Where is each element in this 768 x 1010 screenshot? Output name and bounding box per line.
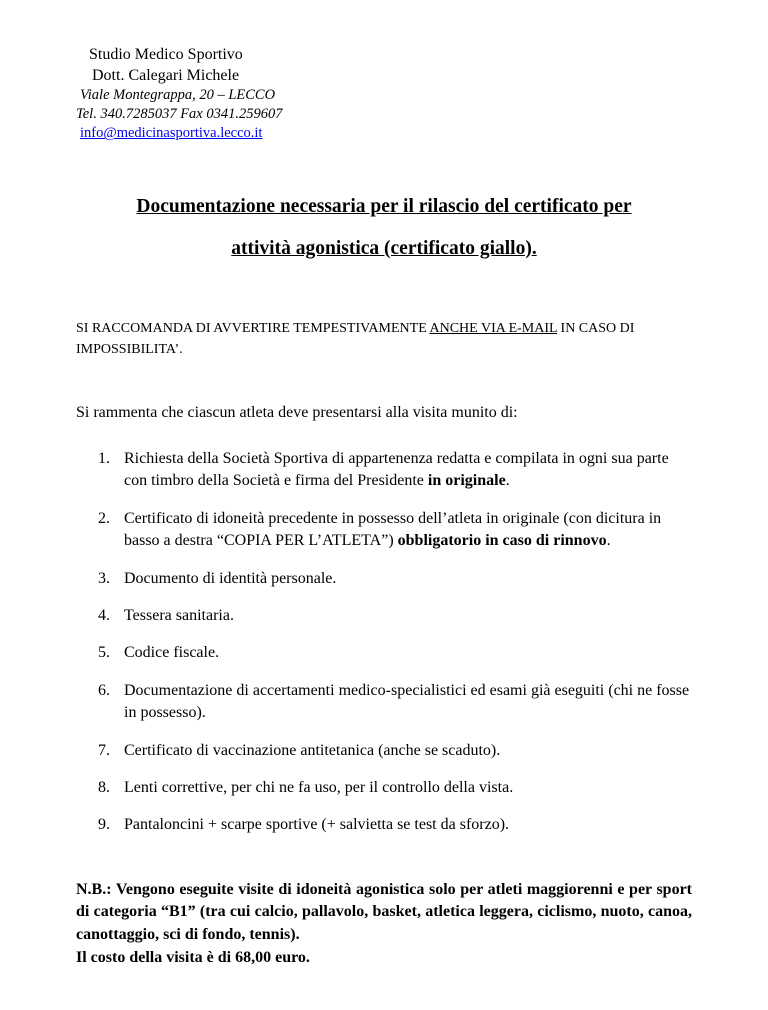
list-item-text: Tessera sanitaria. xyxy=(124,606,234,624)
practice-phone-fax: Tel. 340.7285037 Fax 0341.259607 xyxy=(76,106,283,123)
list-item-text: Lenti correttive, per chi ne fa uso, per il controllo della vista. xyxy=(124,778,514,796)
letterhead xyxy=(76,44,692,144)
list-item xyxy=(98,680,692,725)
list-item xyxy=(98,777,692,799)
list-item-text: Richiesta della Società Sportiva di appartenenza redatta e compilata in ogni sua parte con timbro della Società e firma del Presidente in originale. xyxy=(124,450,669,490)
list-item xyxy=(98,740,692,762)
requirements-list xyxy=(76,448,692,837)
list-item-text: Documento di identità personale. xyxy=(124,569,337,587)
list-item-number: 4. xyxy=(98,606,110,624)
intro-line: Si rammenta che ciascun atleta deve presentarsi alla visita munito di: xyxy=(76,404,518,422)
list-item-number: 7. xyxy=(98,741,110,759)
cost-line: Il costo della visita è di 68,00 euro. xyxy=(76,948,310,966)
document-title xyxy=(76,186,692,270)
list-item-number: 1. xyxy=(98,450,110,468)
footer-note xyxy=(76,879,692,970)
list-item-number: 6. xyxy=(98,681,110,699)
list-item xyxy=(98,814,692,836)
email-line xyxy=(76,124,692,143)
list-item xyxy=(98,448,692,493)
list-item-number: 3. xyxy=(98,569,110,587)
list-item-number: 5. xyxy=(98,644,110,662)
warning-text-post: IN CASO DI IMPOSSIBILITA’. xyxy=(76,321,635,357)
list-item-text: Documentazione di accertamenti medico-specialistici ed esami già eseguiti (chi ne fosse in possesso). xyxy=(124,681,690,722)
list-item-number: 9. xyxy=(98,816,110,834)
nb-paragraph: N.B.: Vengono eseguite visite di idoneità agonistica solo per atleti maggiorenni e per sport di categoria “B1” (tra cui calcio, pallavolo, basket, atletica leggera, ciclismo, nuoto, canoa, canottaggio, sci di fondo, tennis). xyxy=(76,880,692,944)
warning-text-underlined: ANCHE VIA E-MAIL xyxy=(429,321,558,337)
warning-paragraph xyxy=(76,319,692,360)
doctor-name: Dott. Calegari Michele xyxy=(92,67,240,85)
list-item-text: Certificato di vaccinazione antitetanica (anche se scaduto). xyxy=(124,741,501,759)
list-item-text: Codice fiscale. xyxy=(124,644,220,662)
list-item-text: Pantaloncini + scarpe sportive (+ salvietta se test da sforzo). xyxy=(124,816,510,834)
practice-name: Studio Medico Sportivo xyxy=(89,46,243,63)
document-title-line-1: Documentazione necessaria per il rilascio del certificato per xyxy=(136,195,632,217)
list-item xyxy=(98,568,692,590)
list-item xyxy=(98,508,692,553)
practice-address: Viale Montegrappa, 20 – LECCO xyxy=(80,87,276,104)
list-item xyxy=(98,642,692,664)
list-item-text: Certificato di idoneità precedente in possesso dell’atleta in originale (con dicitura in basso a destra “COPIA PER L’ATLETA”) obbligatorio in caso di rinnovo. xyxy=(124,509,662,550)
list-item-number: 2. xyxy=(98,509,110,527)
warning-text-pre: SI RACCOMANDA DI AVVERTIRE TEMPESTIVAMENTE xyxy=(76,321,430,337)
list-item xyxy=(98,605,692,627)
email-link[interactable]: info@medicinasportiva.lecco.it xyxy=(80,125,263,142)
document-title-line-2: attività agonistica (certificato giallo). xyxy=(231,237,537,259)
list-item-number: 8. xyxy=(98,778,110,796)
